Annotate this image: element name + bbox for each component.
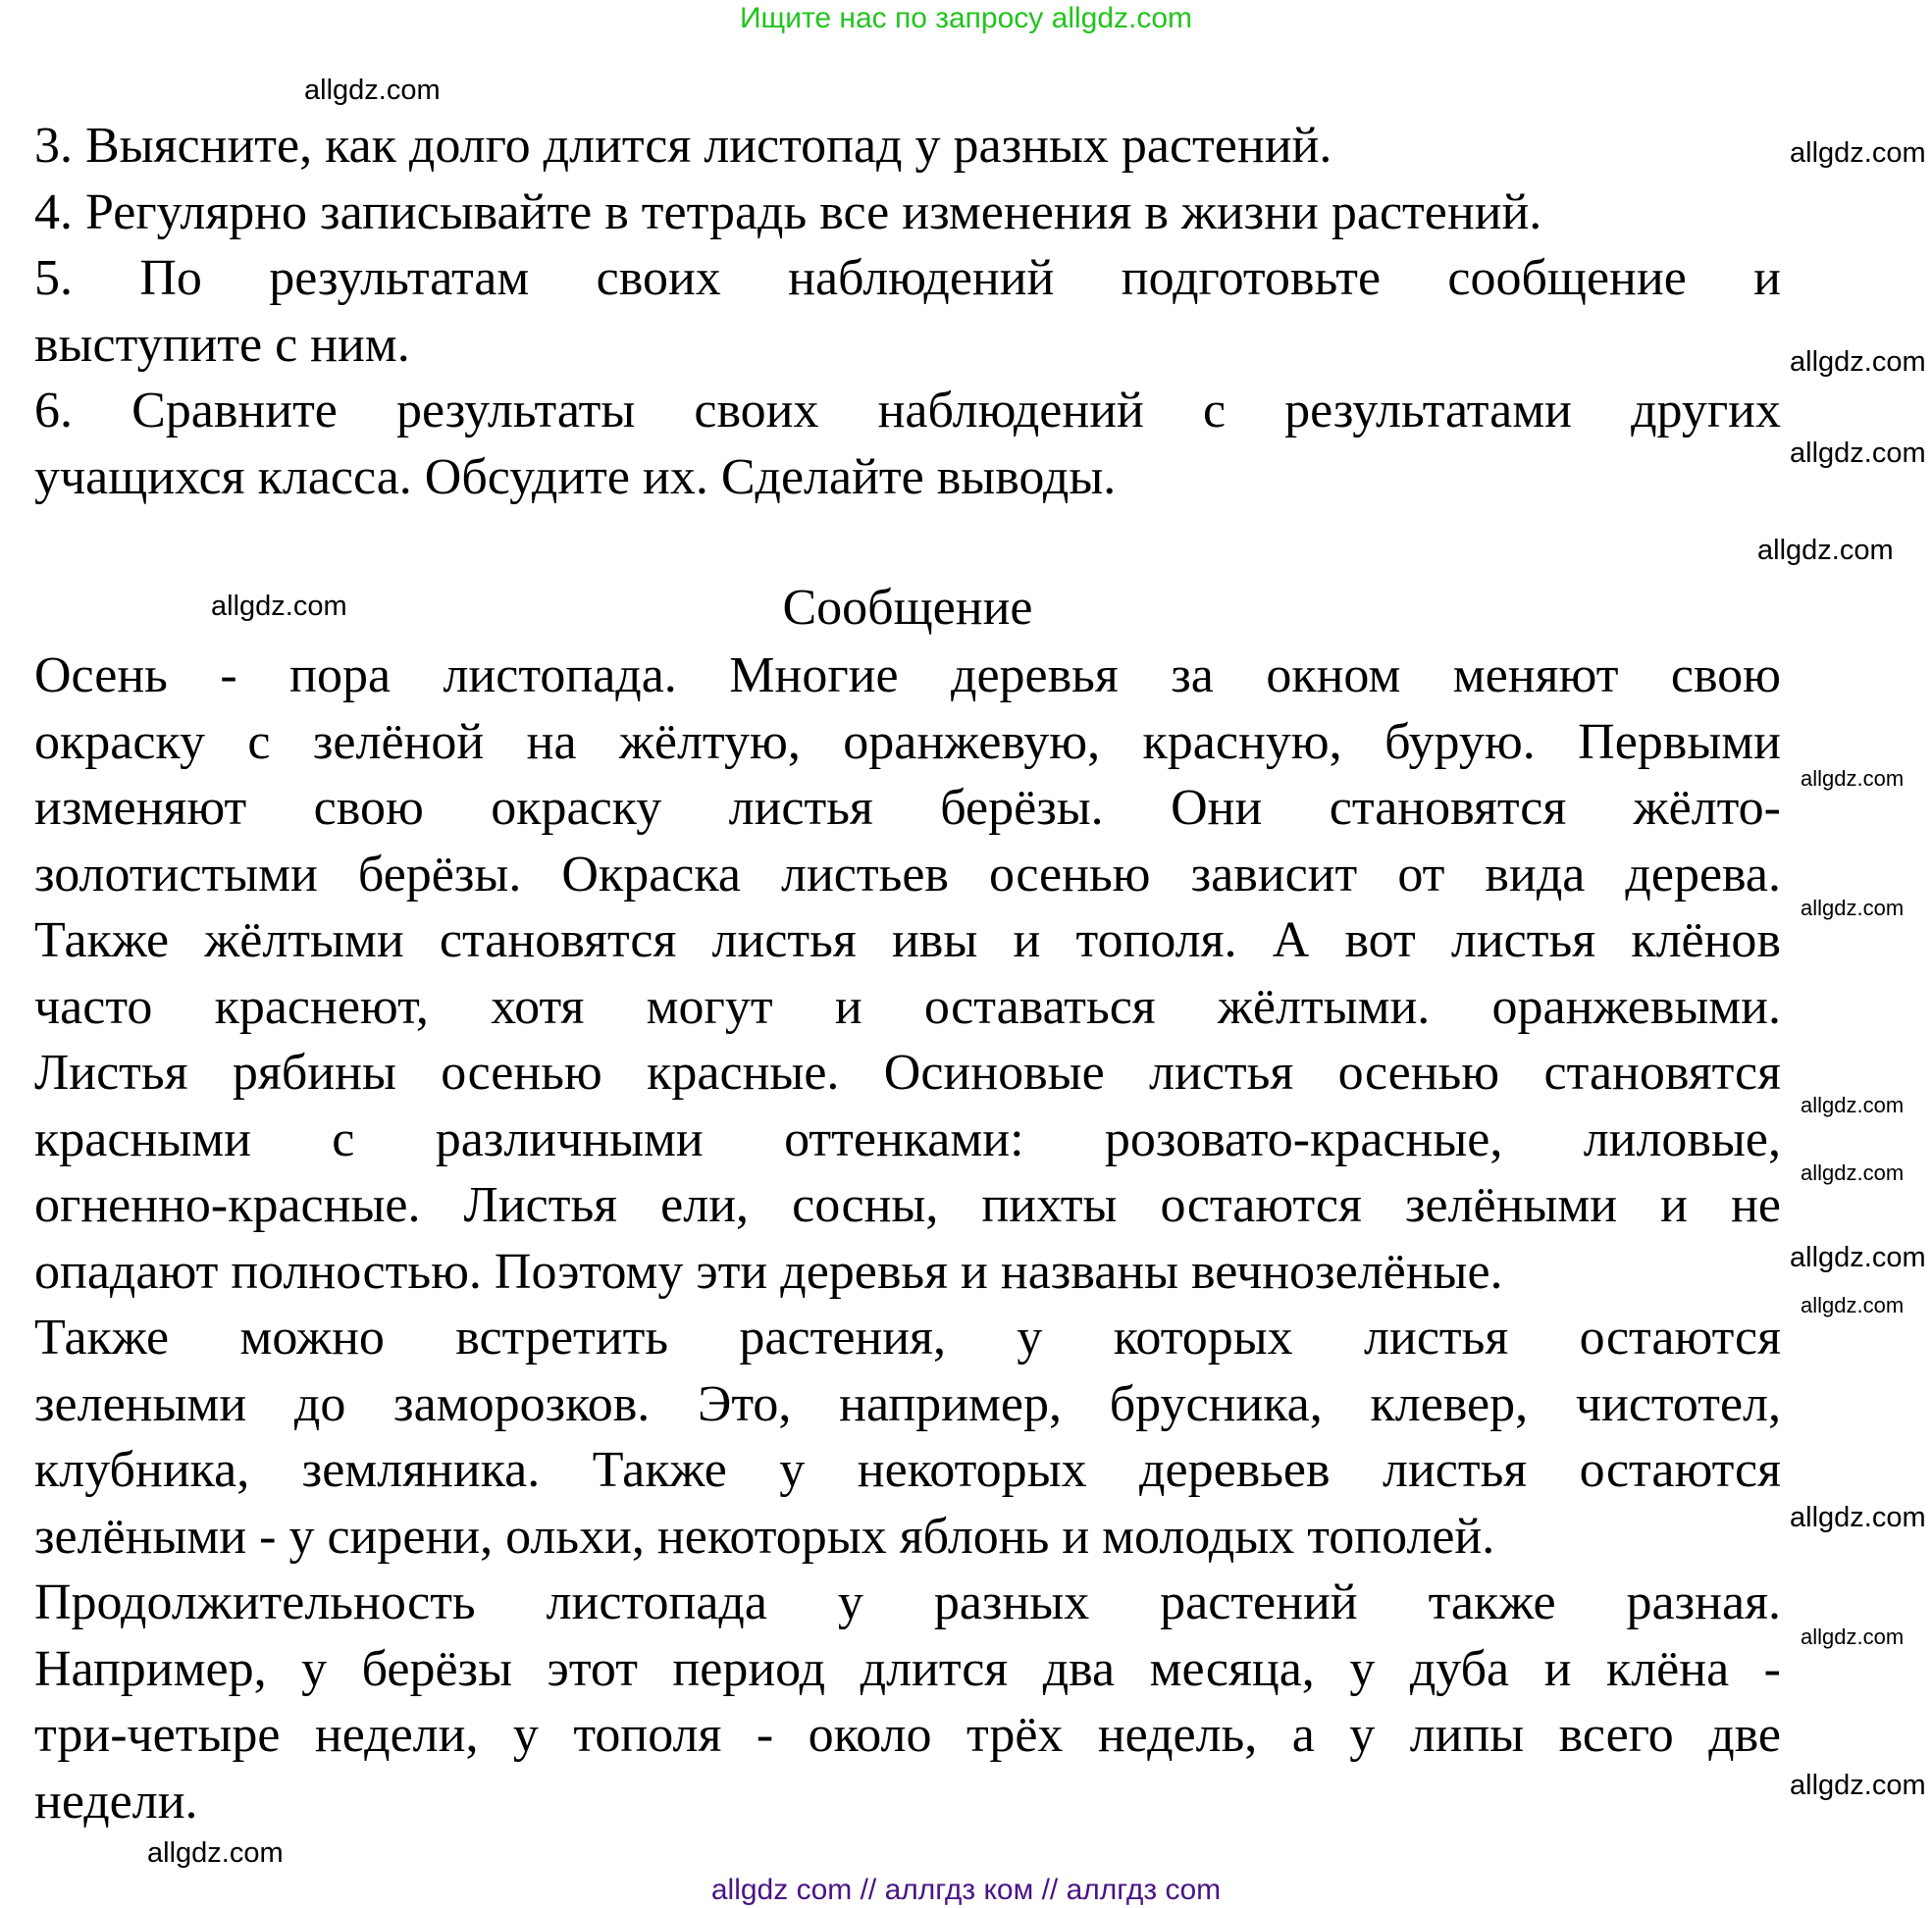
text-line: зелеными до заморозков. Это, например, брусника, клевер, чистотел, (34, 1375, 1781, 1432)
text-line: выступите с ним. (34, 316, 410, 373)
text-line: Например, у берёзы этот период длится два месяца, у дуба и клёна - (34, 1640, 1781, 1697)
text-line: опадают полностью. Поэтому эти деревья и названы вечнозелёные. (34, 1243, 1503, 1300)
text-line: зелёными - у сирени, ольхи, некоторых яблонь и молодых тополей. (34, 1508, 1495, 1565)
text-line: недели. (34, 1773, 198, 1830)
text-line: 6. Сравните результаты своих наблюдений с результатами других (34, 383, 1781, 438)
watermark: allgdz.com (1790, 346, 1926, 378)
watermark: allgdz.com (1757, 535, 1894, 566)
footer-links: allgdz com // аллгдз ком // аллгдз com (710, 1874, 1222, 1906)
text-line: Также жёлтыми становятся листья ивы и тополя. А вот листья клёнов (34, 912, 1781, 968)
watermark: allgdz.com (1801, 766, 1905, 791)
text-line: три-четыре недели, у тополя - около трёх недель, а у липы всего две (34, 1707, 1781, 1763)
task-list (34, 113, 1781, 510)
text-line: Осень - пора листопада. Многие деревья за окном меняют свою (34, 647, 1781, 703)
search-banner: Ищите нас по запросу allgdz.com (739, 2, 1193, 34)
text-line: 5. По результатам своих наблюдений подготовьте сообщение и (34, 250, 1781, 306)
watermark: allgdz.com (1801, 1093, 1905, 1117)
watermark: allgdz.com (1790, 438, 1926, 469)
text-line: красными с различными оттенками: розовато-красные, лиловые, (34, 1110, 1781, 1167)
message-text (34, 643, 1781, 1834)
watermark: allgdz.com (1790, 137, 1926, 169)
section-title: Сообщение (782, 580, 1033, 636)
watermark: allgdz.com (1790, 1770, 1926, 1801)
text-line: часто краснеют, хотя могут и оставаться жёлтыми. оранжевыми. (34, 978, 1781, 1035)
text-line: Также можно встретить растения, у которых листья остаются (34, 1310, 1781, 1366)
watermark: allgdz.com (147, 1837, 284, 1869)
text-line: огненно-красные. Листья ели, сосны, пихты остаются зелёными и не (34, 1177, 1781, 1233)
watermark: allgdz.com (1790, 1502, 1926, 1533)
text-line: золотистыми берёзы. Окраска листьев осенью зависит от вида дерева. (34, 846, 1781, 902)
watermark: allgdz.com (1801, 1293, 1905, 1317)
watermark: allgdz.com (304, 75, 441, 106)
text-line: 3. Выясните, как долго длится листопад у разных растений. (34, 118, 1332, 174)
text-line: Продолжительность листопада у разных растений также разная. (34, 1574, 1781, 1630)
watermark: allgdz.com (1801, 1160, 1905, 1185)
text-line: 4. Регулярно записывайте в тетрадь все изменения в жизни растений. (34, 183, 1542, 240)
text-line: клубника, земляника. Также у некоторых деревьев листья остаются (34, 1442, 1781, 1498)
text-line: изменяют свою окраску листья берёзы. Они становятся жёлто- (34, 780, 1781, 836)
watermark: allgdz.com (211, 591, 347, 622)
watermark: allgdz.com (1801, 896, 1905, 920)
watermark: allgdz.com (1790, 1242, 1926, 1273)
text-line: Листья рябины осенью красные. Осиновые листья осенью становятся (34, 1045, 1781, 1101)
text-line: учащихся класса. Обсудите их. Сделайте выводы. (34, 448, 1117, 505)
text-line: окраску с зелёной на жёлтую, оранжевую, красную, бурую. Первыми (34, 713, 1781, 770)
watermark: allgdz.com (1801, 1624, 1905, 1649)
